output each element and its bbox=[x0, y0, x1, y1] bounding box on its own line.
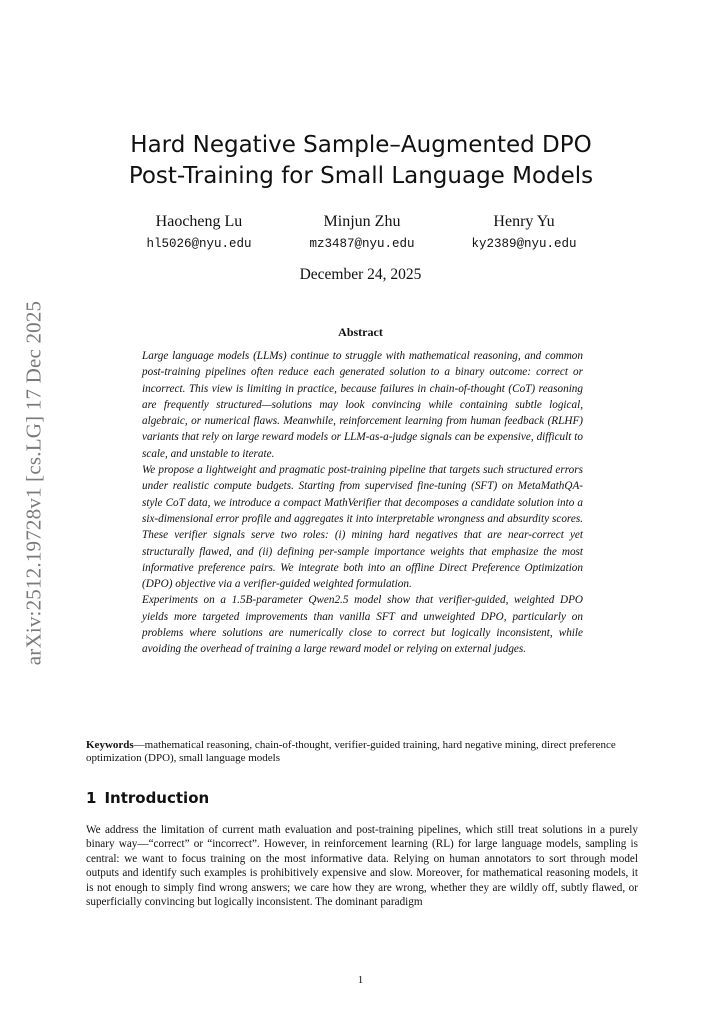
section-number: 1 bbox=[86, 789, 97, 807]
abstract-body bbox=[142, 348, 583, 658]
keywords-text: —mathematical reasoning, chain-of-thought, verifier-guided training, hard negative mining, direct preference optimization (DPO), small language models bbox=[86, 739, 616, 764]
author-block bbox=[272, 211, 452, 255]
author-name: Haocheng Lu bbox=[155, 213, 243, 230]
paper-date: December 24, 2025 bbox=[299, 266, 422, 283]
author-block bbox=[109, 211, 289, 255]
section-heading bbox=[86, 789, 209, 807]
page-number: 1 bbox=[357, 974, 364, 986]
author-name: Henry Yu bbox=[493, 213, 555, 230]
keywords bbox=[86, 739, 638, 765]
author-block bbox=[434, 211, 614, 255]
arxiv-sidebar-stamp bbox=[22, 298, 46, 668]
title-line-1: Hard Negative Sample–Augmented DPO bbox=[130, 132, 592, 158]
author-email: mz3487@nyu.edu bbox=[309, 237, 415, 251]
abstract-paragraph: We propose a lightweight and pragmatic post-training pipeline that targets such structured errors under realistic compute budgets. Starting from supervised fine-tuning (SFT) on MetaMathQA-style CoT data, we introduce a compact MathVerifier that decomposes a candidate solution into a six-dimensional error profile and aggregates it into interpretable wrongness and absurdity scores. These verifier signals serve two roles: (i) mining hard negatives that are near-correct yet structurally flawed, and (ii) defining per-sample importance weights that emphasize the most informative preference pairs. We integrate both into an offline Direct Preference Optimization (DPO) objective via a verifier-guided weighted formulation. bbox=[142, 464, 583, 591]
author-email: hl5026@nyu.edu bbox=[146, 237, 252, 251]
intro-paragraph: We address the limitation of current math evaluation and post-training pipelines, which still treat solutions in a purely binary way—“correct” or “incorrect”. However, in reinforcement learning (RL) for large language models, sampling is central: we want to focus training on the most informative data. Relying on human annotators to sort through model outputs and identify such examples is prohibitively expensive and slow. Moreover, for mathematical reasoning models, it is not enough to simply find wrong answers; we care how they are wrong, whether they are wildly off, subtly flawed, or superficially convincing but logically inconsistent. The dominant paradigm bbox=[86, 824, 638, 909]
paper-title bbox=[60, 130, 662, 192]
title-line-2: Post-Training for Small Language Models bbox=[128, 163, 594, 189]
abstract-paragraph: Experiments on a 1.5B-parameter Qwen2.5 model show that verifier-guided, weighted DPO yields more targeted improvements than vanilla SFT and unweighted DPO, particularly on problems where solutions are numerically close to correct but logically inconsistent, while avoiding the overhead of training a large reward model or relying on external judges. bbox=[142, 594, 583, 656]
abstract-heading: Abstract bbox=[338, 325, 383, 339]
arxiv-identifier: arXiv:2512.19728v1 [cs.LG] 17 Dec 2025 bbox=[21, 300, 46, 666]
section-title: Introduction bbox=[104, 789, 210, 807]
abstract-paragraph: Large language models (LLMs) continue to struggle with mathematical reasoning, and common post-training pipelines often reduce each generated solution to a binary outcome: correct or incorrect. This view is limiting in practice, because failures in chain-of-thought (CoT) reasoning are frequently structured—solutions may look convincing while containing subtle logical, algebraic, or numerical flaws. Meanwhile, reinforcement learning from human feedback (RLHF) variants that rely on large reward models or LLM-as-a-judge signals can be expensive, difficult to scale, and unstable to iterate. bbox=[142, 350, 583, 460]
keywords-label: Keywords bbox=[86, 739, 134, 751]
introduction-body bbox=[86, 823, 638, 909]
author-name: Minjun Zhu bbox=[323, 213, 401, 230]
author-email: ky2389@nyu.edu bbox=[471, 237, 577, 251]
